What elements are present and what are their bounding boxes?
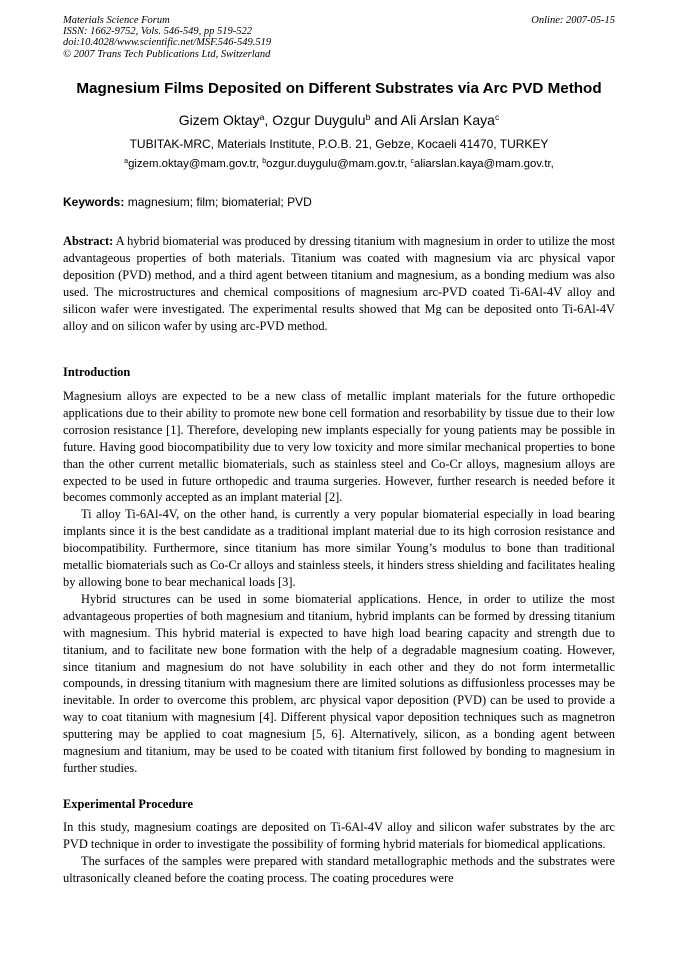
abstract bbox=[63, 233, 615, 334]
author-separator: and bbox=[370, 112, 401, 128]
author-separator: , bbox=[264, 112, 273, 128]
email-list bbox=[40, 158, 638, 170]
keywords-text: magnesium; film; biomaterial; PVD bbox=[124, 195, 312, 209]
email-address: aliarslan.kaya@mam.gov.tr, bbox=[413, 158, 554, 170]
online-date: Online: 2007-05-15 bbox=[531, 15, 615, 26]
author-name: Ali Arslan Kaya bbox=[400, 112, 495, 128]
email-address: gizem.oktay@mam.gov.tr, bbox=[128, 158, 263, 170]
paragraph: Hybrid structures can be used in some biomaterial applications. Hence, in order to utilize the most advantageous properties of both magnesium and titanium, hybrid implants can be formed by dressing titanium with magnesium. This hybrid material is expected to have high load bearing capacity and strength due to titanium, and to facilitate new bone formation with the help of a degradable magnesium coating. However, since titanium and magnesium do not have solubility in each other and they do not form intermetallic compounds, in dressing titanium with magnesium there are limited solutions as diffusionless processes may be inevitable. In order to overcome this problem, arc physical vapor deposition (PVD) can be used to provide a way to coat titanium with magnesium [4]. Different physical vapor deposition techniques such as magnetron sputtering may be applied to coat magnesium [5, 6]. Alternatively, silicon, as a bonding agent between magnesium and titanium, may be used to be coated with titanium first followed by bonding to magnesium in further studies. bbox=[63, 591, 615, 775]
email-superscript: c bbox=[410, 158, 414, 166]
paragraph: Ti alloy Ti-6Al-4V, on the other hand, is currently a very popular biomaterial especially in load bearing implants since it is the best candidate as a traditional implant material due to its high corrosion resistance and biocompatibility. Furthermore, since titanium has more similar Young’s modulus to bone than traditional metallic biomaterials such as Co-Cr alloys and stainless steels, it hinders stress shielding and facilitates healing by allowing bone to bear mechanical loads [3]. bbox=[63, 507, 615, 589]
section-heading-experimental: Experimental Procedure bbox=[63, 797, 193, 811]
author-name: Ozgur Duygulu bbox=[272, 112, 366, 128]
author-superscript: c bbox=[494, 112, 500, 123]
keywords-label: Keywords: bbox=[63, 195, 125, 209]
paragraph: In this study, magnesium coatings are deposited on Ti-6Al-4V alloy and silicon wafer substrates by the arc PVD technique in order to investigate the possibility of forming hybrid materials for biomedical applications. bbox=[63, 820, 615, 851]
paragraph: Magnesium alloys are expected to be a new class of metallic implant materials for the future orthopedic applications due to their ability to promote new bone cell formation and resorbability by tissue due to their low corrosion resistance [1]. Therefore, developing new implants especially for young patients may be possible in future. Having good biocompatibility due to very low toxicity and more similar mechanical properties to bone than the other current metallic biomaterials, such as stainless steel and Co-Cr alloys, magnesium alloys are expected to be used in future orthopedic and trauma surgeries. However, further research is needed before it becomes commonly accepted as an implant material [2]. bbox=[63, 389, 615, 505]
introduction-body bbox=[63, 388, 615, 777]
abstract-text: A hybrid biomaterial was produced by dressing titanium with magnesium in order to utilize the most advantageous properties of both materials. Titanium was coated with magnesium via arc physical vapor deposition (PVD) method, and a third agent between titanium and magnesium, as a bonding medium was also used. The microstructures and chemical compositions of magnesium arc-PVD coated Ti-6Al-4V alloy and silicon wafer were investigated. The experimental results showed that Mg can be deposited onto Ti-6Al-4V alloy and on silicon wafer by using arc-PVD method. bbox=[63, 234, 615, 333]
journal-doi: doi:10.4028/www.scientific.net/MSF.546-549.519 bbox=[63, 37, 272, 49]
paragraph: The surfaces of the samples were prepared with standard metallographic methods and the substrates were ultrasonically cleaned before the coating process. The coating procedures were bbox=[63, 853, 615, 885]
email-superscript: b bbox=[262, 158, 267, 166]
author-list bbox=[40, 112, 638, 128]
journal-header bbox=[63, 15, 615, 60]
keywords bbox=[63, 195, 615, 209]
journal-name: Materials Science Forum bbox=[63, 15, 170, 26]
email-address: ozgur.duygulu@mam.gov.tr, bbox=[266, 158, 411, 170]
journal-copyright: © 2007 Trans Tech Publications Ltd, Switzerland bbox=[63, 48, 271, 60]
email-superscript: a bbox=[124, 158, 129, 166]
affiliation: TUBITAK-MRC, Materials Institute, P.O.B. 21, Gebze, Kocaeli 41470, TURKEY bbox=[129, 137, 549, 151]
author-superscript: a bbox=[259, 112, 265, 123]
author-superscript: b bbox=[365, 112, 371, 123]
paper-title: Magnesium Films Deposited on Different Substrates via Arc PVD Method bbox=[76, 80, 602, 97]
experimental-body bbox=[63, 819, 615, 887]
abstract-label: Abstract: bbox=[63, 234, 114, 248]
author-name: Gizem Oktay bbox=[178, 112, 260, 128]
section-heading-introduction: Introduction bbox=[63, 365, 131, 379]
journal-issn: ISSN: 1662-9752, Vols. 546-549, pp 519-522 bbox=[63, 26, 252, 38]
